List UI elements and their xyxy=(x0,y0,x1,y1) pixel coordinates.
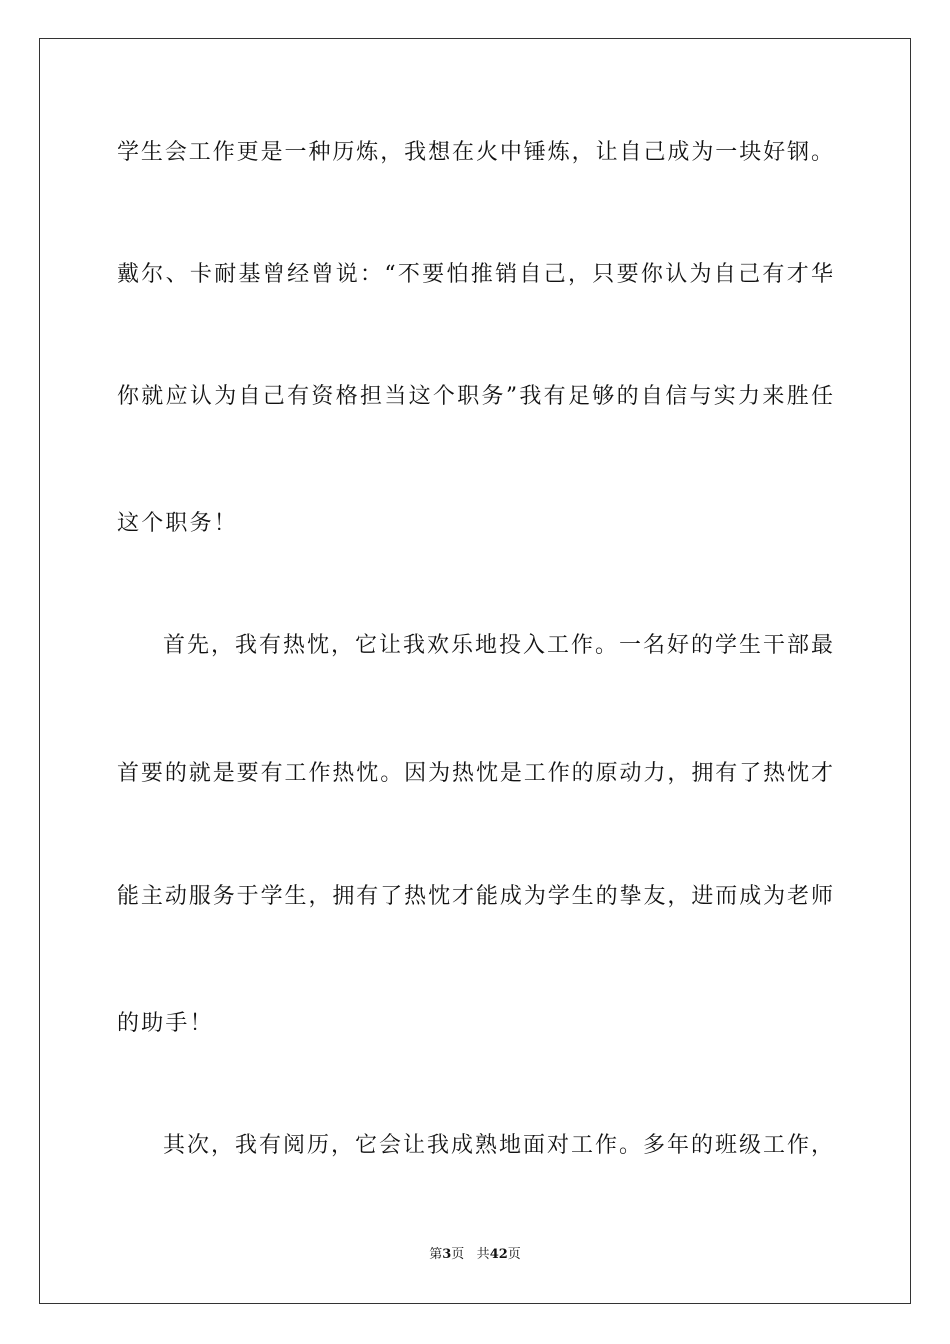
body-text-line-3: 你就应认为自己有资格担当这个职务”我有足够的自信与实力来胜任 xyxy=(117,384,833,409)
footer-page-prefix: 第 xyxy=(429,1247,443,1262)
page-border xyxy=(39,38,911,1304)
body-text-line-4: 这个职务！ xyxy=(117,511,239,536)
body-text-line-8: 的助手！ xyxy=(117,1011,214,1036)
footer-page-number: 3 xyxy=(442,1247,452,1262)
footer-total-suffix: 页 xyxy=(507,1247,521,1262)
footer-page-suffix: 页 xyxy=(451,1247,465,1262)
paragraph-first-line-2: 其次，我有阅历，它会让我成熟地面对工作。多年的班级工作， xyxy=(163,1133,833,1158)
page-footer xyxy=(0,1246,950,1264)
body-text-line-2: 戴尔、卡耐基曾经曾说：“不要怕推销自己，只要你认为自己有才华 xyxy=(117,262,833,287)
footer-total-pages: 42 xyxy=(489,1247,508,1262)
paragraph-first-line-1: 首先，我有热忱，它让我欢乐地投入工作。一名好的学生干部最 xyxy=(163,633,833,658)
body-text-line-6: 首要的就是要有工作热忱。因为热忱是工作的原动力，拥有了热忱才 xyxy=(117,761,833,786)
body-text-line-7: 能主动服务于学生，拥有了热忱才能成为学生的挚友，进而成为老师 xyxy=(117,884,833,909)
body-text-line-1: 学生会工作更是一种历炼，我想在火中锤炼，让自己成为一块好钢。 xyxy=(117,140,833,165)
footer-total-prefix: 共 xyxy=(476,1247,490,1262)
